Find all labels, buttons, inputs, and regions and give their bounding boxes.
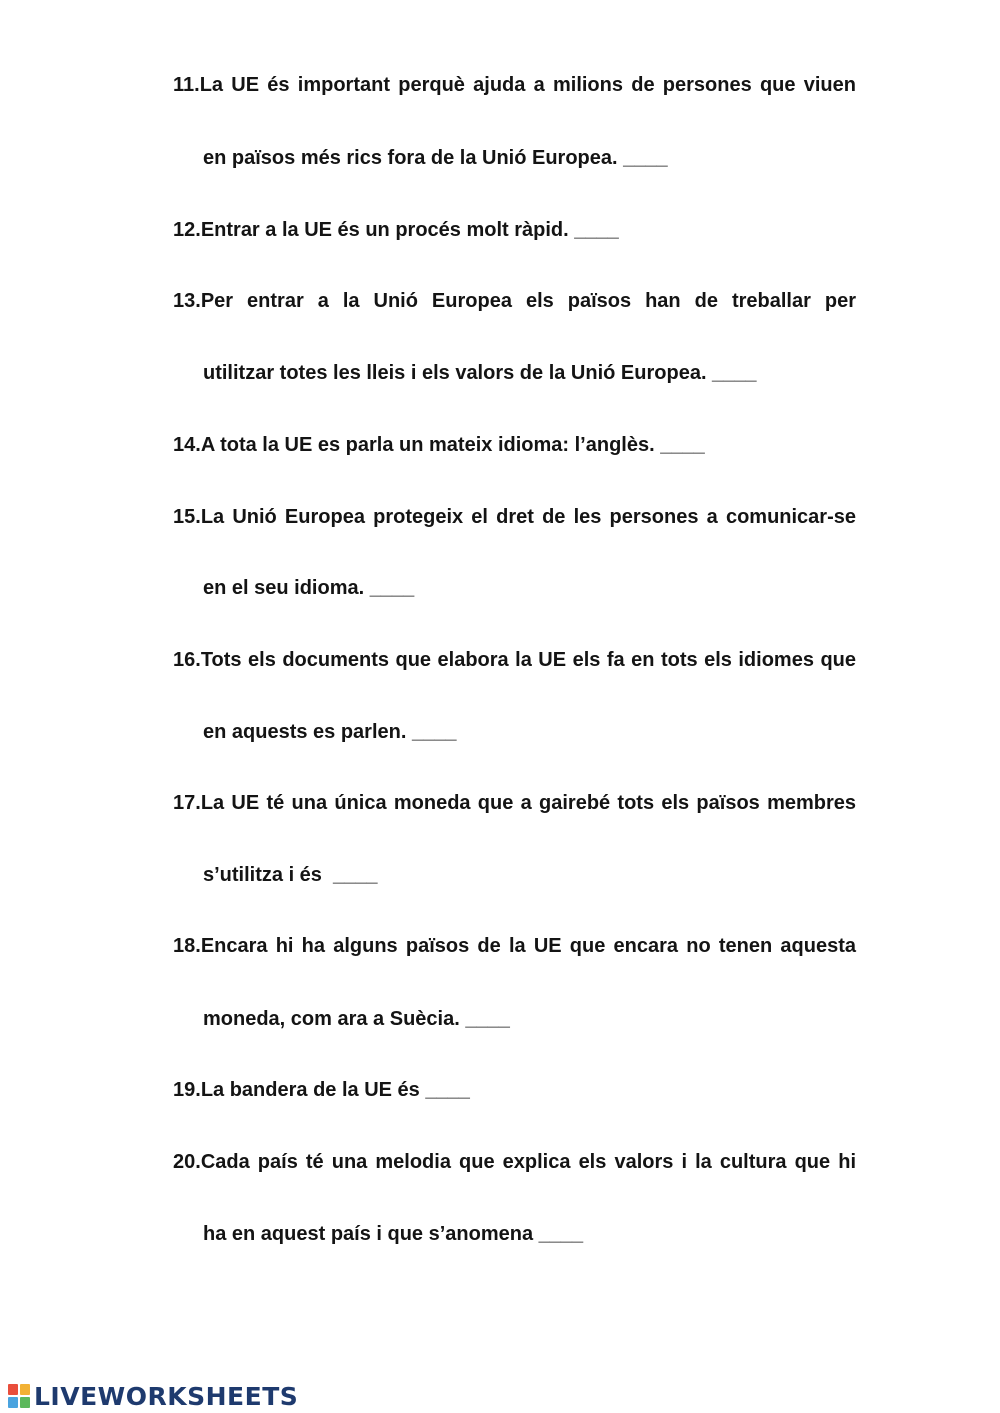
question-17-line-2: s’utilitza i és ____ xyxy=(203,864,378,886)
question-15-line-2: en el seu idioma. ____ xyxy=(203,577,415,599)
question-number: 16. xyxy=(173,649,201,671)
question-12-line-1 xyxy=(173,217,619,243)
liveworksheets-logo-text: LIVEWORKSHEETS xyxy=(34,1381,299,1411)
question-text: La bandera de la UE és ____ xyxy=(200,1079,470,1101)
question-number: 19. xyxy=(173,1079,201,1101)
question-number: 20. xyxy=(173,1151,201,1173)
liveworksheets-logo[interactable] xyxy=(8,1381,298,1411)
question-11-line-1 xyxy=(173,72,856,98)
question-18-line-2: moneda, com ara a Suècia. ____ xyxy=(203,1008,510,1030)
question-15-line-1 xyxy=(173,504,856,530)
question-number: 15. xyxy=(173,506,201,528)
question-number: 17. xyxy=(173,792,201,814)
question-16-line-2: en aquests es parlen. ____ xyxy=(203,721,457,743)
question-text: La UE té una única moneda que a gairebé tots els països membres xyxy=(200,792,856,814)
question-text: Entrar a la UE és un procés molt ràpid. ____ xyxy=(200,219,619,241)
question-20-line-1 xyxy=(173,1149,856,1175)
question-number: 11. xyxy=(173,74,200,96)
question-18-line-1 xyxy=(173,933,856,959)
question-11-line-2: en països més rics fora de la Unió Europea. ____ xyxy=(203,147,668,169)
question-17-line-1 xyxy=(173,790,856,816)
question-text: Encara hi ha alguns països de la UE que encara no tenen aquesta xyxy=(200,935,856,957)
liveworksheets-logo-icon xyxy=(8,1384,30,1408)
question-text: Per entrar a la Unió Europea els països han de treballar per xyxy=(200,290,856,312)
question-13-line-1 xyxy=(173,288,856,314)
question-text: Tots els documents que elabora la UE els fa en tots els idiomes que xyxy=(200,649,856,671)
question-text: La UE és important perquè ajuda a milions de persones que viuen xyxy=(199,74,856,96)
question-number: 14. xyxy=(173,434,201,456)
question-number: 12. xyxy=(173,219,201,241)
question-19-line-1 xyxy=(173,1077,470,1103)
question-14-line-1 xyxy=(173,432,705,458)
question-number: 13. xyxy=(173,290,201,312)
question-number: 18. xyxy=(173,935,201,957)
question-20-line-2: ha en aquest país i que s’anomena ____ xyxy=(203,1223,584,1245)
question-text: Cada país té una melodia que explica els valors i la cultura que hi xyxy=(200,1151,856,1173)
question-text: A tota la UE es parla un mateix idioma: l’anglès. ____ xyxy=(200,434,705,456)
question-16-line-1 xyxy=(173,647,856,673)
question-13-line-2: utilitzar totes les lleis i els valors de la Unió Europea. ____ xyxy=(203,362,757,384)
question-text: La Unió Europea protegeix el dret de les persones a comunicar-se xyxy=(200,506,856,528)
